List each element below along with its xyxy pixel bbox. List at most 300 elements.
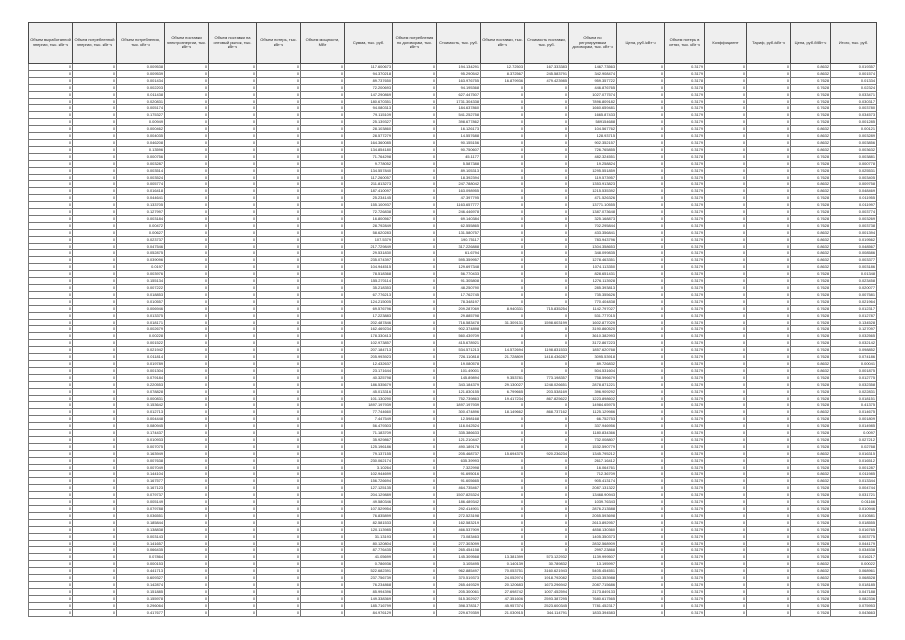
table-cell[interactable]: 1215.535392 [569,188,617,195]
table-cell[interactable]: 12.598168 [437,416,481,423]
table-cell[interactable]: 66.752753 [569,416,617,423]
table-cell[interactable]: 0 [481,153,525,160]
table-cell[interactable]: 0.8632 [791,243,831,250]
table-cell[interactable]: 0 [747,360,791,367]
table-cell[interactable]: 0.3179 [665,554,705,561]
table-cell[interactable]: 0 [705,229,747,236]
table-cell[interactable]: 752.739863 [437,395,481,402]
table-cell[interactable]: 0 [747,561,791,568]
table-cell[interactable]: 0 [747,291,791,298]
table-cell[interactable]: 317.226888 [437,243,481,250]
table-cell[interactable]: 5.587388 [437,160,481,167]
table-cell[interactable]: 0.032565 [831,333,877,340]
table-cell[interactable]: 18.392394 [437,174,481,181]
table-cell[interactable]: 0 [29,575,73,582]
table-cell[interactable]: 0 [209,119,257,126]
table-cell[interactable]: 0 [257,367,301,374]
table-cell[interactable]: 0 [393,506,437,513]
table-cell[interactable]: 0 [257,222,301,229]
table-cell[interactable]: 370.519373 [437,575,481,582]
table-cell[interactable]: 0 [617,257,665,264]
table-cell[interactable]: 0.033471 [831,91,877,98]
table-cell[interactable]: 0 [747,160,791,167]
table-cell[interactable]: 0 [29,91,73,98]
table-cell[interactable]: 0 [29,119,73,126]
table-cell[interactable]: 0 [747,153,791,160]
table-cell[interactable]: 0 [747,464,791,471]
table-cell[interactable]: 0 [393,153,437,160]
table-cell[interactable]: 0 [747,443,791,450]
table-cell[interactable]: 0.7628 [791,222,831,229]
table-cell[interactable]: 0 [617,146,665,153]
table-cell[interactable]: 0.167123 [117,485,165,492]
table-cell[interactable]: 0 [617,236,665,243]
table-cell[interactable]: 0 [301,499,345,506]
table-cell[interactable]: 0 [393,285,437,292]
table-cell[interactable]: 0 [617,153,665,160]
table-cell[interactable]: 0 [301,381,345,388]
table-cell[interactable]: 0.138838 [117,526,165,533]
table-cell[interactable]: 28.103860 [345,126,393,133]
table-cell[interactable]: 0 [257,257,301,264]
table-cell[interactable]: 0 [481,174,525,181]
table-cell[interactable]: 2173.849133 [569,588,617,595]
table-cell[interactable]: 0 [165,354,209,361]
table-cell[interactable]: 0.3179 [665,70,705,77]
table-cell[interactable]: 0 [257,381,301,388]
table-cell[interactable]: 0.220553 [117,381,165,388]
table-cell[interactable]: 0 [705,478,747,485]
table-cell[interactable]: 0.3179 [665,367,705,374]
table-cell[interactable]: 0 [73,506,117,513]
table-cell[interactable]: 0 [257,388,301,395]
table-cell[interactable]: 0 [747,64,791,71]
table-cell[interactable]: 247.788042 [437,181,481,188]
table-cell[interactable]: 0 [617,119,665,126]
table-cell[interactable]: 1467.73563 [569,64,617,71]
table-cell[interactable]: 0 [301,575,345,582]
table-cell[interactable]: 0 [393,347,437,354]
table-cell[interactable]: 0.014675 [831,409,877,416]
table-cell[interactable]: 0 [73,257,117,264]
table-cell[interactable]: 0 [301,64,345,71]
table-cell[interactable]: 0 [617,512,665,519]
table-cell[interactable]: 0.3179 [665,547,705,554]
table-cell[interactable]: 131.580757 [437,229,481,236]
table-cell[interactable]: 0 [525,271,569,278]
table-cell[interactable]: 0 [301,278,345,285]
table-cell[interactable]: 0.011814 [117,354,165,361]
table-cell[interactable]: 0 [393,568,437,575]
table-cell[interactable]: 0 [165,526,209,533]
table-cell[interactable]: 0 [73,222,117,229]
table-cell[interactable]: 0 [209,209,257,216]
table-cell[interactable]: 0 [301,609,345,616]
table-cell[interactable]: 0 [393,409,437,416]
table-cell[interactable]: 0.8632 [791,471,831,478]
table-cell[interactable]: 0 [165,91,209,98]
table-cell[interactable]: 0 [257,133,301,140]
table-cell[interactable]: 0 [209,602,257,609]
table-cell[interactable]: 1180.834366 [569,430,617,437]
table-cell[interactable]: 163.976755 [437,77,481,84]
table-cell[interactable]: 5405.454551 [569,568,617,575]
table-cell[interactable]: 0 [257,423,301,430]
table-cell[interactable]: 433.356841 [569,229,617,236]
table-cell[interactable]: 45.957374 [481,602,525,609]
table-cell[interactable]: 85.994396 [345,588,393,595]
table-cell[interactable]: 0.000778 [831,160,877,167]
table-cell[interactable]: 0 [29,423,73,430]
table-cell[interactable]: 0.3179 [665,568,705,575]
table-cell[interactable]: 0 [747,492,791,499]
table-cell[interactable]: 0 [257,554,301,561]
table-cell[interactable]: 0.075953 [831,602,877,609]
table-cell[interactable]: 0 [617,471,665,478]
table-cell[interactable]: 0 [705,464,747,471]
table-cell[interactable]: 0 [301,526,345,533]
table-cell[interactable]: 0 [393,492,437,499]
table-cell[interactable]: 0.3179 [665,167,705,174]
table-cell[interactable]: 0 [165,160,209,167]
table-cell[interactable]: 0 [29,492,73,499]
table-cell[interactable]: 0 [301,367,345,374]
table-cell[interactable]: 117.600673 [345,64,393,71]
table-cell[interactable]: 0 [257,236,301,243]
table-cell[interactable]: 28.792849 [345,222,393,229]
table-cell[interactable]: 0 [705,436,747,443]
table-cell[interactable]: 0 [617,595,665,602]
table-cell[interactable]: 0 [257,436,301,443]
table-cell[interactable]: 0.3178 [665,153,705,160]
table-cell[interactable]: 2523.600345 [525,602,569,609]
table-cell[interactable]: 635.39993 [437,457,481,464]
table-cell[interactable]: 0 [257,291,301,298]
table-cell[interactable]: 0 [525,126,569,133]
table-cell[interactable]: 0.3179 [665,526,705,533]
table-cell[interactable]: 0 [29,202,73,209]
table-cell[interactable]: 0 [393,181,437,188]
table-cell[interactable]: 0.003186 [831,264,877,271]
table-cell[interactable]: 0.066435 [117,547,165,554]
table-cell[interactable]: 0 [73,291,117,298]
table-cell[interactable]: 0 [29,526,73,533]
table-cell[interactable]: 0 [257,319,301,326]
table-cell[interactable]: 0 [705,395,747,402]
table-cell[interactable]: 0 [481,340,525,347]
table-cell[interactable]: 0 [481,457,525,464]
table-cell[interactable]: 0 [747,264,791,271]
table-cell[interactable]: 0 [209,340,257,347]
table-cell[interactable]: 0.021964 [831,298,877,305]
table-cell[interactable]: 0.052875 [117,250,165,257]
table-cell[interactable]: 479.423985 [525,77,569,84]
table-cell[interactable]: 0 [393,340,437,347]
table-cell[interactable]: 0 [165,547,209,554]
table-cell[interactable]: 0 [617,347,665,354]
table-cell[interactable]: 0 [747,257,791,264]
table-cell[interactable]: 0 [165,568,209,575]
table-cell[interactable]: 0 [257,285,301,292]
table-cell[interactable]: 0.7628 [791,526,831,533]
table-cell[interactable]: 0 [393,457,437,464]
table-cell[interactable]: 0 [165,436,209,443]
table-cell[interactable]: 573.122932 [525,554,569,561]
table-cell[interactable]: 0 [481,367,525,374]
table-cell[interactable]: 0 [525,209,569,216]
table-cell[interactable]: 0 [525,312,569,319]
table-cell[interactable]: 0 [73,209,117,216]
table-cell[interactable]: 0 [257,595,301,602]
table-cell[interactable]: 0 [165,243,209,250]
table-cell[interactable]: 0 [29,485,73,492]
table-cell[interactable]: 0.078828 [117,388,165,395]
table-cell[interactable]: 0 [29,409,73,416]
table-cell[interactable]: 101.49001 [437,367,481,374]
table-cell[interactable]: 0 [481,443,525,450]
table-cell[interactable]: 121.210447 [437,436,481,443]
table-cell[interactable]: 0 [301,222,345,229]
table-cell[interactable]: 0.3179 [665,250,705,257]
table-cell[interactable]: 0 [29,160,73,167]
table-cell[interactable]: 560.439709 [437,333,481,340]
table-cell[interactable]: 0 [209,360,257,367]
table-cell[interactable]: 0.001574 [831,70,877,77]
table-cell[interactable]: 0 [209,464,257,471]
table-cell[interactable]: 0 [209,291,257,298]
table-cell[interactable]: 107.5379 [345,236,393,243]
table-cell[interactable]: 0 [165,506,209,513]
table-cell[interactable]: 0 [165,457,209,464]
table-cell[interactable]: 0 [73,402,117,409]
table-cell[interactable]: 0 [747,139,791,146]
table-cell[interactable]: 0.3179 [665,595,705,602]
table-cell[interactable]: 0 [617,305,665,312]
table-cell[interactable]: 9.778052 [345,160,393,167]
table-cell[interactable]: 0 [481,526,525,533]
table-cell[interactable]: 0 [165,333,209,340]
table-cell[interactable]: 0 [209,595,257,602]
table-cell[interactable]: 0 [747,340,791,347]
table-cell[interactable]: 0 [393,195,437,202]
table-cell[interactable]: 0 [525,257,569,264]
table-cell[interactable]: 0 [393,388,437,395]
table-cell[interactable]: 0 [73,547,117,554]
table-cell[interactable]: 0.3179 [665,506,705,513]
table-cell[interactable]: 0 [705,215,747,222]
table-cell[interactable]: 209.287069 [437,305,481,312]
table-cell[interactable]: 2997.23868 [569,547,617,554]
table-cell[interactable]: 0 [209,70,257,77]
table-cell[interactable]: 0 [29,112,73,119]
table-cell[interactable]: 0 [705,257,747,264]
table-cell[interactable]: 0 [617,181,665,188]
table-cell[interactable]: 23.171644 [345,367,393,374]
table-cell[interactable]: 0 [705,609,747,616]
table-cell[interactable]: 0 [209,278,257,285]
table-cell[interactable]: 47.351606 [481,595,525,602]
table-cell[interactable]: 0 [393,561,437,568]
table-cell[interactable]: 0.7628 [791,91,831,98]
table-cell[interactable]: 1731.304338 [437,98,481,105]
table-cell[interactable]: 0 [73,423,117,430]
table-cell[interactable]: 0 [257,278,301,285]
table-cell[interactable]: 0.7628 [791,209,831,216]
table-cell[interactable]: 0 [257,298,301,305]
table-cell[interactable]: 0.151885 [117,588,165,595]
table-cell[interactable]: 0 [257,209,301,216]
table-cell[interactable]: 67.776213 [345,291,393,298]
table-cell[interactable]: 0 [705,602,747,609]
table-cell[interactable]: 0 [705,84,747,91]
table-cell[interactable]: 0.296064 [117,602,165,609]
table-cell[interactable]: 1353.913823 [569,181,617,188]
table-cell[interactable]: 73.083463 [437,533,481,540]
table-cell[interactable]: 0.002203 [117,84,165,91]
table-cell[interactable]: 0.7628 [791,423,831,430]
table-cell[interactable]: 69.140384 [437,215,481,222]
table-cell[interactable]: 0 [29,243,73,250]
table-cell[interactable]: 102.973857 [345,340,393,347]
table-cell[interactable]: 902.374898 [437,326,481,333]
table-cell[interactable]: 0 [705,540,747,547]
table-cell[interactable]: 0 [301,202,345,209]
table-cell[interactable]: 0 [257,340,301,347]
table-cell[interactable]: 0 [73,416,117,423]
table-cell[interactable]: 0 [209,319,257,326]
table-cell[interactable]: 0 [209,416,257,423]
table-cell[interactable]: 0 [525,222,569,229]
table-cell[interactable]: 0.046208 [117,139,165,146]
table-cell[interactable]: 0.7628 [791,416,831,423]
table-cell[interactable]: 0.023458 [831,278,877,285]
table-cell[interactable]: 0 [705,360,747,367]
table-cell[interactable]: 1387.073648 [569,209,617,216]
table-cell[interactable]: 0 [393,264,437,271]
table-cell[interactable]: 0 [29,319,73,326]
table-cell[interactable]: 0 [165,202,209,209]
table-cell[interactable]: 0.030317 [831,98,877,105]
table-cell[interactable]: 0 [73,70,117,77]
table-cell[interactable]: 0.7628 [791,77,831,84]
table-cell[interactable]: 0 [165,471,209,478]
table-cell[interactable]: 0 [301,326,345,333]
table-cell[interactable]: 1532.590779 [569,443,617,450]
table-cell[interactable]: 0 [747,450,791,457]
table-cell[interactable]: 0.082336 [831,595,877,602]
table-cell[interactable]: 0 [257,188,301,195]
table-cell[interactable]: 0 [165,464,209,471]
table-cell[interactable]: 0 [165,64,209,71]
table-cell[interactable]: 783.943796 [569,236,617,243]
table-cell[interactable]: 0.000756 [117,153,165,160]
table-cell[interactable]: 31.13193 [345,533,393,540]
table-cell[interactable]: 0.3179 [665,602,705,609]
table-cell[interactable]: 15.694375 [481,450,525,457]
table-cell[interactable]: 335.386633 [437,430,481,437]
table-cell[interactable]: 0 [393,540,437,547]
table-cell[interactable]: 2243.353988 [569,575,617,582]
table-cell[interactable]: 0 [525,540,569,547]
table-cell[interactable]: 0 [73,443,117,450]
table-cell[interactable]: 471.526326 [569,195,617,202]
table-cell[interactable]: 0.3179 [665,519,705,526]
table-cell[interactable]: 0.013375 [117,312,165,319]
table-cell[interactable]: 0.3179 [665,430,705,437]
table-cell[interactable]: 0 [29,464,73,471]
table-cell[interactable]: 0.7628 [791,533,831,540]
table-cell[interactable]: 0 [301,554,345,561]
table-cell[interactable]: 0 [165,105,209,112]
table-cell[interactable]: 300.474896 [437,409,481,416]
table-cell[interactable]: 0.3179 [665,139,705,146]
table-cell[interactable]: 0 [393,326,437,333]
table-cell[interactable]: 0 [301,443,345,450]
table-cell[interactable]: 24.052974 [481,575,525,582]
table-cell[interactable]: 0 [747,575,791,582]
table-cell[interactable]: 0 [393,174,437,181]
table-cell[interactable]: 0 [393,84,437,91]
table-cell[interactable]: 0.7628 [791,554,831,561]
table-cell[interactable]: 0 [747,285,791,292]
table-cell[interactable]: 1897.197939 [345,402,393,409]
table-cell[interactable]: 0 [705,506,747,513]
table-cell[interactable]: 0 [393,450,437,457]
table-cell[interactable]: 0 [525,84,569,91]
table-cell[interactable]: 0 [209,423,257,430]
table-cell[interactable]: 0 [301,568,345,575]
table-cell[interactable]: 0.034573 [831,112,877,119]
table-cell[interactable]: 0 [209,485,257,492]
table-cell[interactable]: 0 [481,195,525,202]
table-cell[interactable]: 0.7628 [791,278,831,285]
table-cell[interactable]: 0 [747,333,791,340]
table-cell[interactable]: 0.020077 [831,285,877,292]
table-cell[interactable]: 0 [705,581,747,588]
table-cell[interactable]: 1304.358653 [569,243,617,250]
table-cell[interactable]: 0 [257,588,301,595]
table-cell[interactable]: 0 [705,333,747,340]
table-cell[interactable]: 0 [301,402,345,409]
table-cell[interactable]: 0.7628 [791,174,831,181]
table-cell[interactable]: 0 [165,512,209,519]
table-cell[interactable]: 0.3179 [665,126,705,133]
table-cell[interactable]: 0 [165,112,209,119]
table-cell[interactable]: 0.786936 [345,561,393,568]
table-cell[interactable]: 0 [525,326,569,333]
table-cell[interactable]: 0 [29,257,73,264]
table-cell[interactable]: 0 [73,84,117,91]
table-cell[interactable]: 0 [257,450,301,457]
table-cell[interactable]: 0 [525,278,569,285]
table-cell[interactable]: 0 [393,595,437,602]
table-cell[interactable]: 0 [747,222,791,229]
table-cell[interactable]: 1142.797027 [569,305,617,312]
table-cell[interactable]: 0 [481,423,525,430]
table-cell[interactable]: 0 [257,112,301,119]
table-cell[interactable]: 0.003775 [831,533,877,540]
table-cell[interactable]: 3190.860520 [569,326,617,333]
table-cell[interactable]: 0.7628 [791,519,831,526]
table-cell[interactable]: 0.8632 [791,133,831,140]
table-cell[interactable]: 0 [73,305,117,312]
table-cell[interactable]: 1418.436287 [525,354,569,361]
table-cell[interactable]: 0 [73,285,117,292]
table-cell[interactable]: 0.023737 [117,236,165,243]
table-cell[interactable]: 0 [73,133,117,140]
table-cell[interactable]: 0 [747,588,791,595]
table-cell[interactable]: 0 [525,492,569,499]
